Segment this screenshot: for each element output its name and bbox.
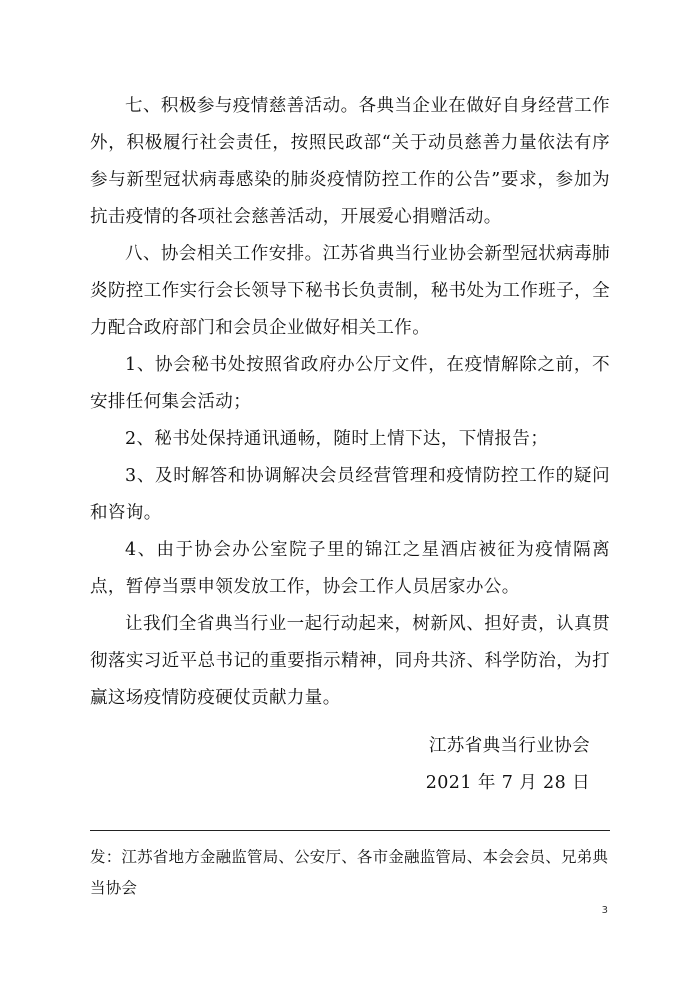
signature-block <box>426 728 590 802</box>
paragraph-association-arrangements: 八、协会相关工作安排。江苏省典当行业协会新型冠状病毒肺炎防控工作实行会长领导下秘书长负责制，秘书处为工作班子，全力配合政府部门和会员企业做好相关工作。 <box>90 244 610 338</box>
signature-date: 2021 年 7 月 28 日 <box>425 773 590 793</box>
paragraph-item-3: 3、及时解答和协调解决会员经营管理和疫情防控工作的疑问和咨询。 <box>90 466 610 523</box>
paragraph-item-1: 1、协会秘书处按照省政府办公厅文件，在疫情解除之前，不安排任何集会活动； <box>90 355 610 412</box>
distribution-line: 发：江苏省地方金融监管局、公安厅、各市金融监管局、本会会员、兄弟典当协会 <box>90 848 609 897</box>
paragraph-item-4: 4、由于协会办公室院子里的锦江之星酒店被征为疫情隔离点，暂停当票申领发放工作，协会工作人员居家办公。 <box>90 540 610 597</box>
paragraph-charity-activities: 七、积极参与疫情慈善活动。各典当企业在做好自身经营工作外，积极履行社会责任，按照民政部“关于动员慈善力量依法有序参与新型冠状病毒感染的肺炎疫情防控工作的公告”要求，参加为抗击疫情的各项社会慈善活动，开展爱心捐赠活动。 <box>90 96 610 227</box>
paragraph-item-2: 2、秘书处保持通讯通畅，随时上情下达，下情报告； <box>125 429 549 449</box>
footer-divider <box>90 830 610 831</box>
paragraph-closing-call: 让我们全省典当行业一起行动起来，树新风、担好责，认真贯彻落实习近平总书记的重要指示精神，同舟共济、科学防治，为打赢这场疫情防疫硬仗贡献力量。 <box>90 614 610 708</box>
document-body <box>90 88 610 717</box>
signature-organization: 江苏省典当行业协会 <box>428 736 590 756</box>
page-number: 3 <box>601 905 608 916</box>
